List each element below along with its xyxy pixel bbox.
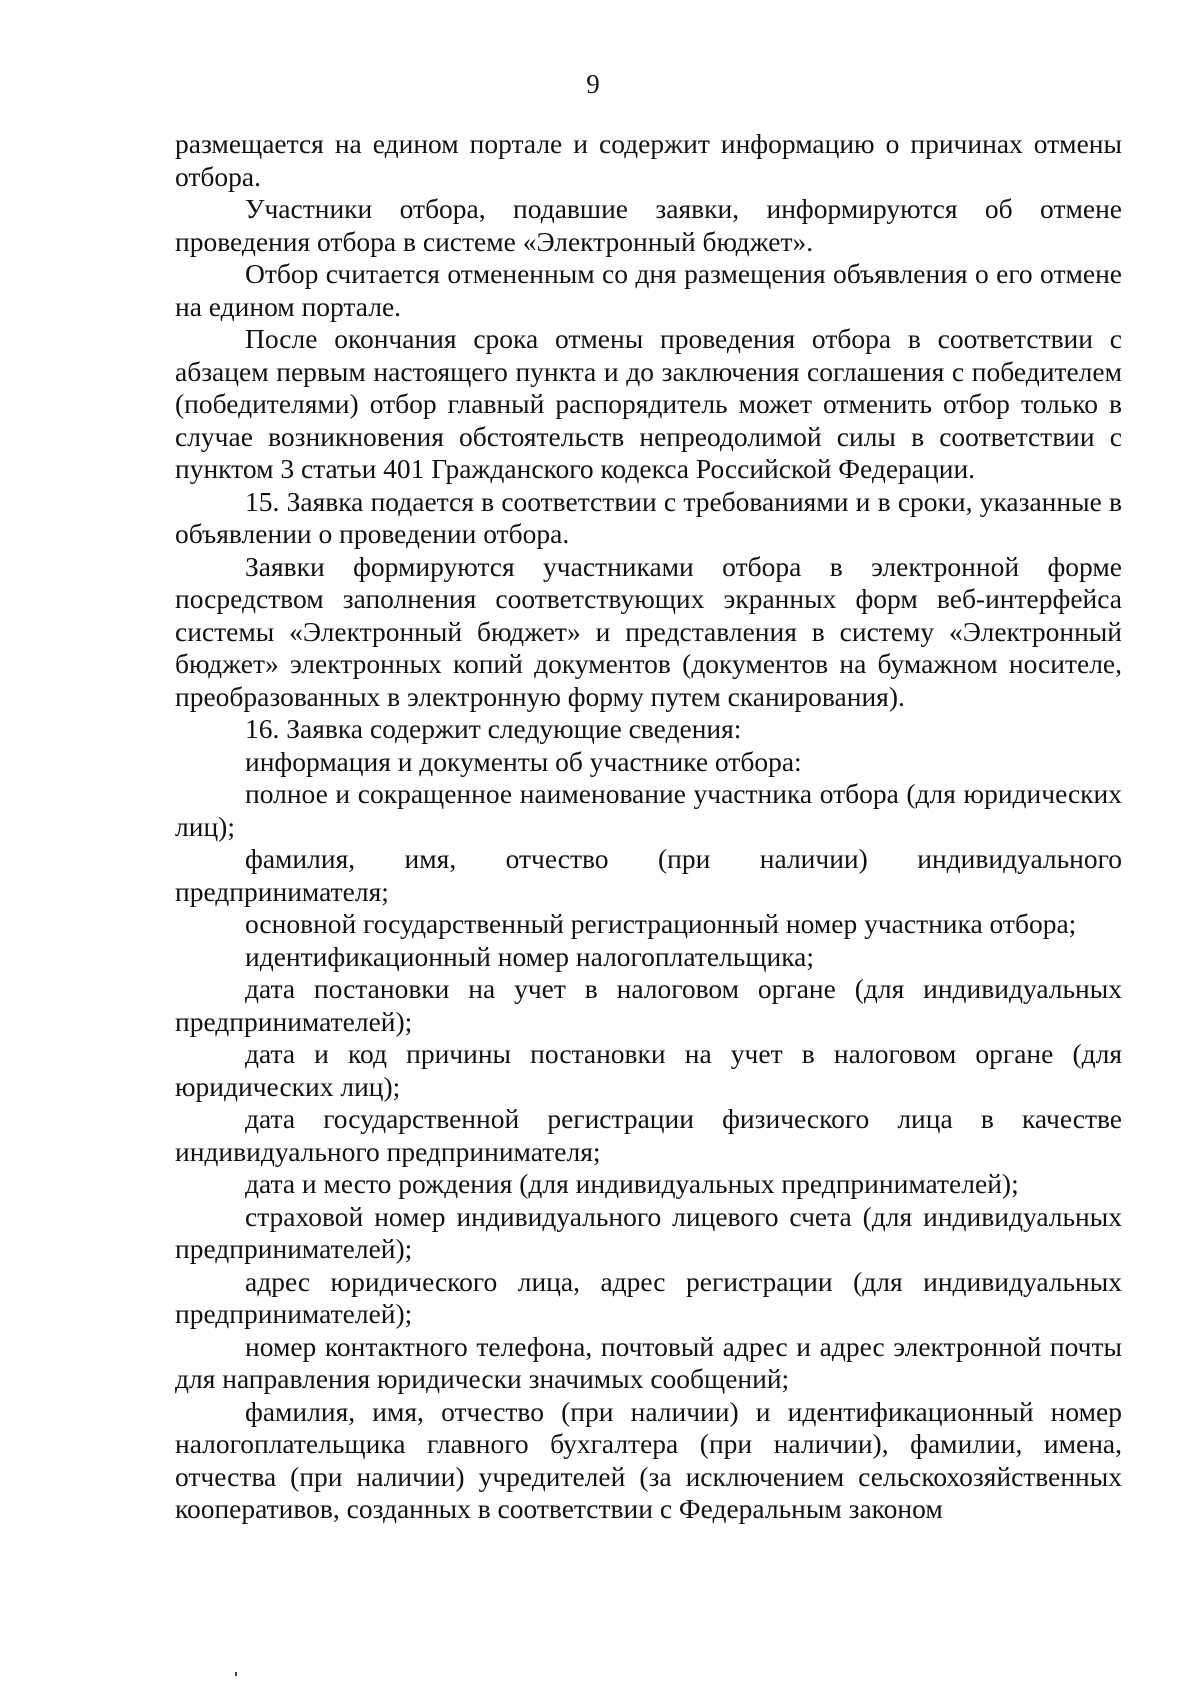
list-item-kpp: дата и код причины постановки на учет в налоговом органе (для юридических лиц); [175, 1038, 1122, 1102]
list-item-accountant-founders: фамилия, имя, отчество (при наличии) и идентификационный номер налогоплательщика главного бухгалтера (при наличии), фамилии, имена, отчества (при наличии) учредителей (за исключением сельскохозяйственных кооперативов, созданных в соответствии с Федеральным законом [175, 1395, 1122, 1524]
list-item-ogrn: основной государственный регистрационный номер участника отбора; [245, 908, 1077, 939]
paragraph-clause-15: 15. Заявка подается в соответствии с требованиями и в сроки, указанные в объявлении о проведении отбора. [175, 485, 1122, 549]
paragraph-cancellation-notice: размещается на едином портале и содержит информацию о причинах отмены отбора. [175, 128, 1122, 192]
scan-artifact-mark [235, 1672, 237, 1676]
paragraph-participant-info: информация и документы об участнике отбора: [245, 745, 802, 777]
page-number: 9 [586, 69, 600, 99]
list-item-snils: страховой номер индивидуального лицевого счета (для индивидуальных предпринимателей); [175, 1200, 1122, 1264]
list-item-full-name: полное и сокращенное наименование участника отбора (для юридических лиц); [175, 778, 1122, 842]
paragraph-force-majeure: После окончания срока отмены проведения отбора в соответствии с абзацем первым настоящего пункта и до заключения соглашения с победителем (победителями) отбор главный распорядитель может отменить отбор только в случае возникновения обстоятельств непреодолимой силы в соответствии с пунктом 3 статьи 401 Гражданского кодекса Российской Федерации. [175, 323, 1122, 484]
paragraph-cancellation-effective: Отбор считается отмененным со дня размещения объявления о его отмене на едином портале. [175, 258, 1122, 322]
paragraph-clause-16: 16. Заявка содержит следующие сведения: [245, 713, 742, 744]
list-item-inn: идентификационный номер налогоплательщика; [245, 940, 815, 972]
list-item-address: адрес юридического лица, адрес регистрации (для индивидуальных предпринимателей); [175, 1265, 1122, 1329]
list-item-birth-info: дата и место рождения (для индивидуальных предпринимателей); [245, 1168, 1019, 1199]
paragraph-participants-informed: Участники отбора, подавшие заявки, информируются об отмене проведения отбора в системе «Электронный бюджет». [175, 193, 1122, 257]
list-item-contacts: номер контактного телефона, почтовый адрес и адрес электронной почты для направления юридически значимых сообщений; [175, 1330, 1122, 1394]
document-body [175, 128, 1122, 1526]
paragraph-application-forming: Заявки формируются участниками отбора в электронной форме посредством заполнения соответствующих экранных форм веб-интерфейса системы «Электронный бюджет» и представления в систему «Электронный бюджет» электронных копий документов (документов на бумажном носителе, преобразованных в электронную форму путем сканирования). [175, 550, 1122, 712]
list-item-entrepreneur-name: фамилия, имя, отчество (при наличии) индивидуального предпринимателя; [175, 843, 1122, 907]
list-item-state-registration-date: дата государственной регистрации физического лица в качестве индивидуального предпринимателя; [175, 1103, 1122, 1167]
list-item-tax-registration-date: дата постановки на учет в налоговом органе (для индивидуальных предпринимателей); [175, 973, 1122, 1037]
